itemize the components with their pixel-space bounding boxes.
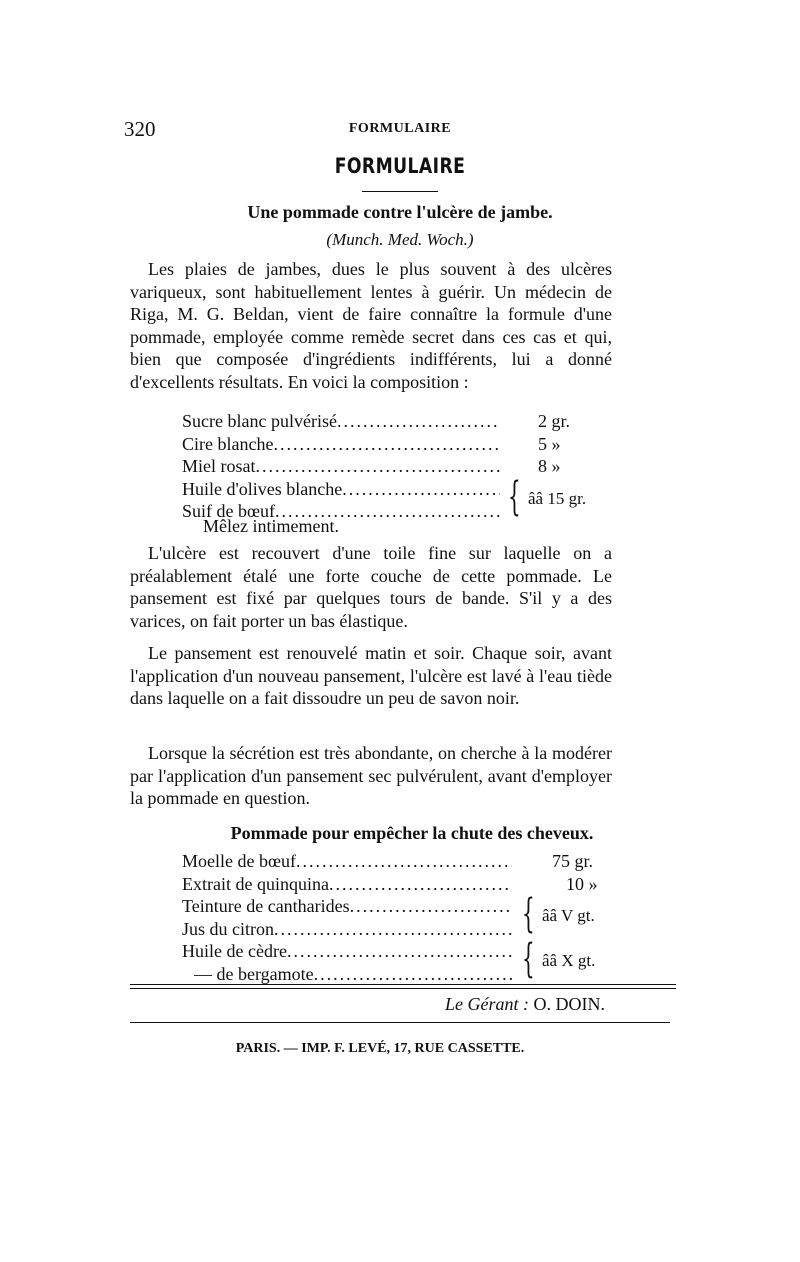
paragraph-3: Le pansement est renouvelé matin et soir. Chaque soir, avant l'application d'un nouveau pansement, l'ulcère est lavé à l'eau tiède dans laquelle on a fait dissoudre un peu de savon noir. bbox=[130, 643, 612, 709]
signature-name: O. DOIN. bbox=[533, 994, 605, 1014]
ingredient-qty: 5 » bbox=[538, 433, 561, 454]
ingredient-name: Suif de bœuf ..... bbox=[182, 500, 500, 523]
page-number: 320 bbox=[124, 117, 156, 141]
ingredient-name: Extrait de quinquina ..... bbox=[182, 873, 512, 896]
paragraph-4: Lorsque la sécrétion est très abondante, on cherche à la modérer par l'application d'un pansement sec pulvérulent, avant d'employer la pommade en question. bbox=[130, 743, 612, 809]
title-underline bbox=[362, 191, 438, 192]
ingredient-qty: 2 gr. bbox=[538, 411, 571, 431]
article-source: (Munch. Med. Woch.) bbox=[326, 230, 474, 249]
intro-paragraph: Les plaies de jambes, dues le plus souvent à des ulcères variqueux, sont habituellement lentes à guérir. Un médecin de Riga, M. G. Beldan, vient de faire connaître la formule d'une pommade, employée comme remède secret dans ces cas et qui, bien que composée d'ingrédients indifférents, lui a donné d'excellents résultats. En voici la composition : bbox=[130, 259, 612, 392]
signature-rule bbox=[130, 1022, 670, 1023]
ingredient-name: Sucre blanc pulvérisé ..... bbox=[182, 410, 500, 433]
running-title: FORMULAIRE bbox=[348, 121, 452, 136]
ingredient-name: Moelle de bœuf ..... bbox=[182, 850, 512, 873]
group-qty: ââ X gt. bbox=[542, 951, 596, 970]
ingredient-name: Teinture de cantharides ..... bbox=[182, 895, 512, 918]
ingredient-name: Huile de cèdre ..... bbox=[182, 940, 512, 963]
ingredient-name: Cire blanche ..... bbox=[182, 433, 500, 456]
article-2-title: Pommade pour empêcher la chute des cheveux. bbox=[230, 823, 594, 843]
footer-rule bbox=[130, 984, 676, 985]
ingredient-name: Miel rosat ..... bbox=[182, 455, 500, 478]
ingredient-name: Huile d'olives blanche ..... bbox=[182, 478, 500, 501]
main-title: FORMULAIRE bbox=[334, 154, 466, 178]
grouping-brace: { bbox=[508, 474, 521, 520]
group-qty: ââ V gt. bbox=[542, 906, 595, 925]
ingredient-name: — de bergamote ..... bbox=[194, 963, 512, 986]
article-title: Une pommade contre l'ulcère de jambe. bbox=[247, 202, 553, 222]
footer-rule-thin bbox=[130, 988, 676, 989]
signature-label: Le Gérant : bbox=[445, 994, 529, 1014]
ingredient-name: Jus du citron ..... bbox=[182, 918, 512, 941]
signature bbox=[445, 994, 605, 1015]
group-qty: ââ 15 gr. bbox=[528, 489, 587, 508]
ingredient-qty: 10 » bbox=[566, 873, 598, 894]
paragraph-2: L'ulcère est recouvert d'une toile fine sur laquelle on a préalablement étalé une forte couche de cette pommade. Le pansement est fixé par quelques tours de bande. S'il y a des varices, on fait porter un bas élastique. bbox=[130, 543, 612, 631]
ingredient-qty: 75 gr. bbox=[552, 851, 594, 871]
grouping-brace: { bbox=[522, 891, 535, 937]
mix-instruction: Mêlez intimement. bbox=[203, 516, 339, 536]
grouping-brace: { bbox=[522, 936, 535, 982]
ingredient-qty: 8 » bbox=[538, 456, 561, 477]
printer-imprint: PARIS. — IMP. F. LEVÉ, 17, RUE CASSETTE. bbox=[235, 1041, 525, 1056]
